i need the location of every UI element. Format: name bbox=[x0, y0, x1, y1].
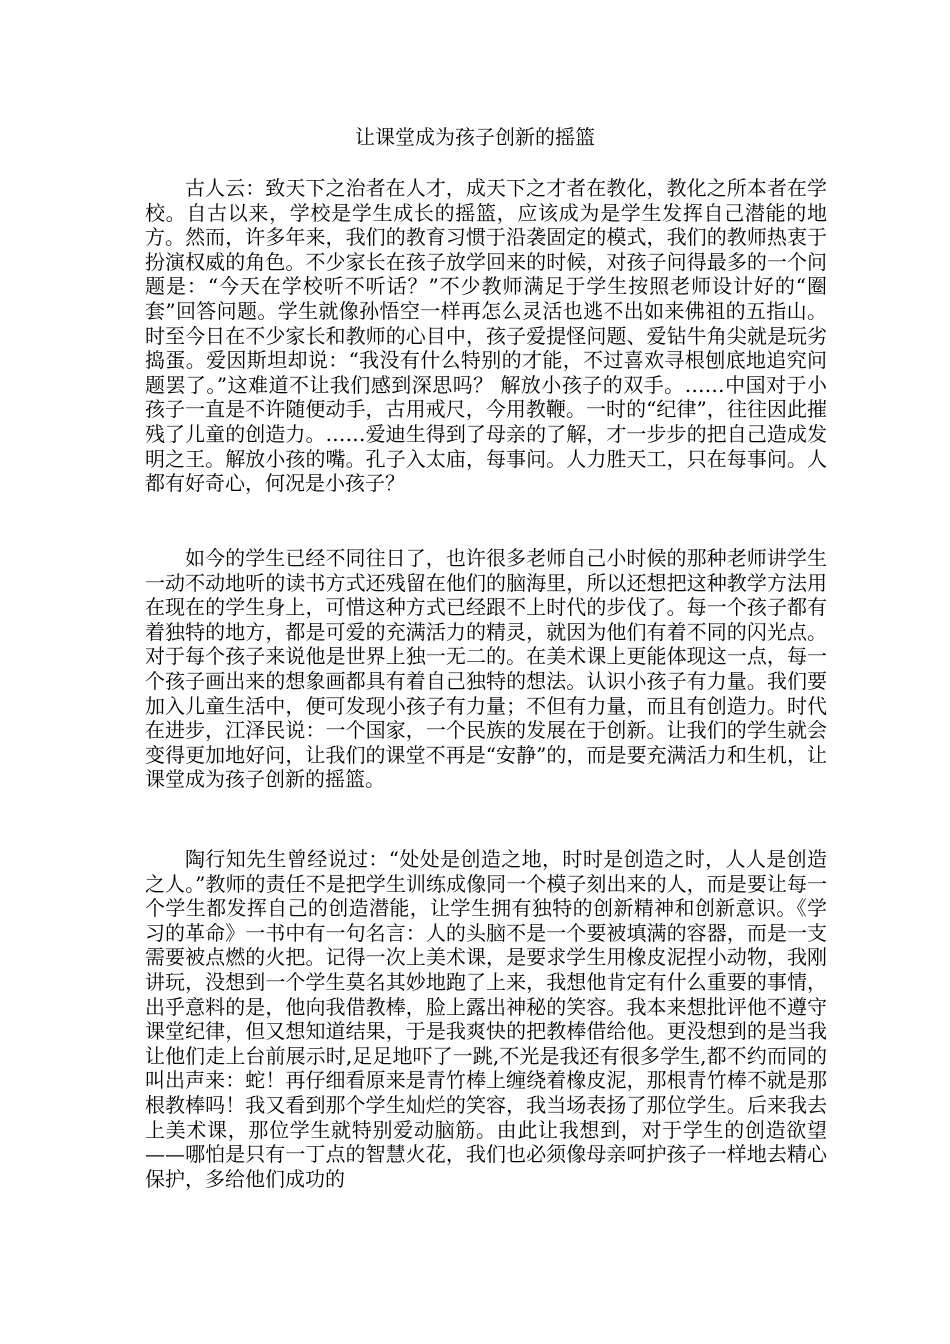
document-title: 让课堂成为孩子创新的摇篮 bbox=[355, 125, 595, 149]
paragraph-2: 如今的学生已经不同往日了，也许很多老师自己小时候的那种老师讲学生一动不动地听的读书方式还残留在他们的脑海里，所以还想把这种教学方法用在现在的学生身上，可惜这种方式已经跟不上时代的步伐了。每一个孩子都有着独特的地方，都是可爱的充满活力的精灵，就因为他们有着不同的闪光点。对于每个孩子来说他是世界上独一无二的。在美术课上更能体现这一点，每一个孩子画出来的想象画都具有着自己独特的想法。认识小孩子有力量。我们要加入儿童生活中，便可发现小孩子有力量；不但有力量，而且有创造力。时代在进步，江泽民说：一个国家，一个民族的发展在于创新。让我们的学生就会变得更加地好问，让我们的课堂不再是“安静”的，而是要充满活力和生机，让课堂成为孩子创新的摇篮。 bbox=[145, 546, 827, 792]
paragraph-1: 古人云：致天下之治者在人才，成天下之才者在教化，教化之所本者在学校。自古以来，学校是学生成长的摇篮，应该成为是学生发挥自己潜能的地方。然而，许多年来，我们的教育习惯于沿袭固定的模式，我们的教师热衷于扮演权威的角色。不少家长在孩子放学回来的时候，对孩子问得最多的一个问题是：“今天在学校听不听话？”不少教师满足于学生按照老师设计好的“圈套”回答问题。学生就像孙悟空一样再怎么灵活也逃不出如来佛祖的五指山。时至今日在不少家长和教师的心目中，孩子爱提怪问题、爱钻牛角尖就是玩劣捣蛋。爱因斯坦却说：“我没有什么特别的才能，不过喜欢寻根刨底地追究问题罢了。”这难道不让我们感到深思吗？ 解放小孩子的双手。……中国对于小孩子一直是不许随便动手，古用戒尺，今用教鞭。一时的“纪律”，往往因此摧残了儿童的创造力。……爱迪生得到了母亲的了解，才一步步的把自己造成发明之王。解放小孩的嘴。孔子入太庙，每事问。人力胜天工，只在每事问。人都有好奇心，何况是小孩子？ bbox=[145, 176, 827, 496]
paragraph-3: 陶行知先生曾经说过：“处处是创造之地，时时是创造之时，人人是创造之人。”教师的责任不是把学生训练成像同一个模子刻出来的人，而是要让每一个学生都发挥自己的创造潜能，让学生拥有独特的创新精神和创新意识。《学习的革命》一书中有一句名言：人的头脑不是一个要被填满的容器，而是一支需要被点燃的火把。记得一次上美术课，是要求学生用橡皮泥捏小动物，我刚讲玩，没想到一个学生莫名其妙地跑了上来，我想他肯定有什么重要的事情，出乎意料的是，他向我借教棒，脸上露出神秘的笑容。我本来想批评他不遵守课堂纪律，但又想知道结果，于是我爽快的把教棒借给他。更没想到的是当我让他们走上台前展示时,足足地吓了一跳,不光是我还有很多学生,都不约而同的叫出声来：蛇！再仔细看原来是青竹棒上缠绕着橡皮泥，那根青竹棒不就是那根教棒吗！我又看到那个学生灿烂的笑容，我当场表扬了那位学生。后来我去上美术课，那位学生就特别爱动脑筋。由此让我想到，对于学生的创造欲望——哪怕是只有一丁点的智慧火花，我们也必须像母亲呵护孩子一样地去精心保护，多给他们成功的 bbox=[145, 847, 827, 1191]
